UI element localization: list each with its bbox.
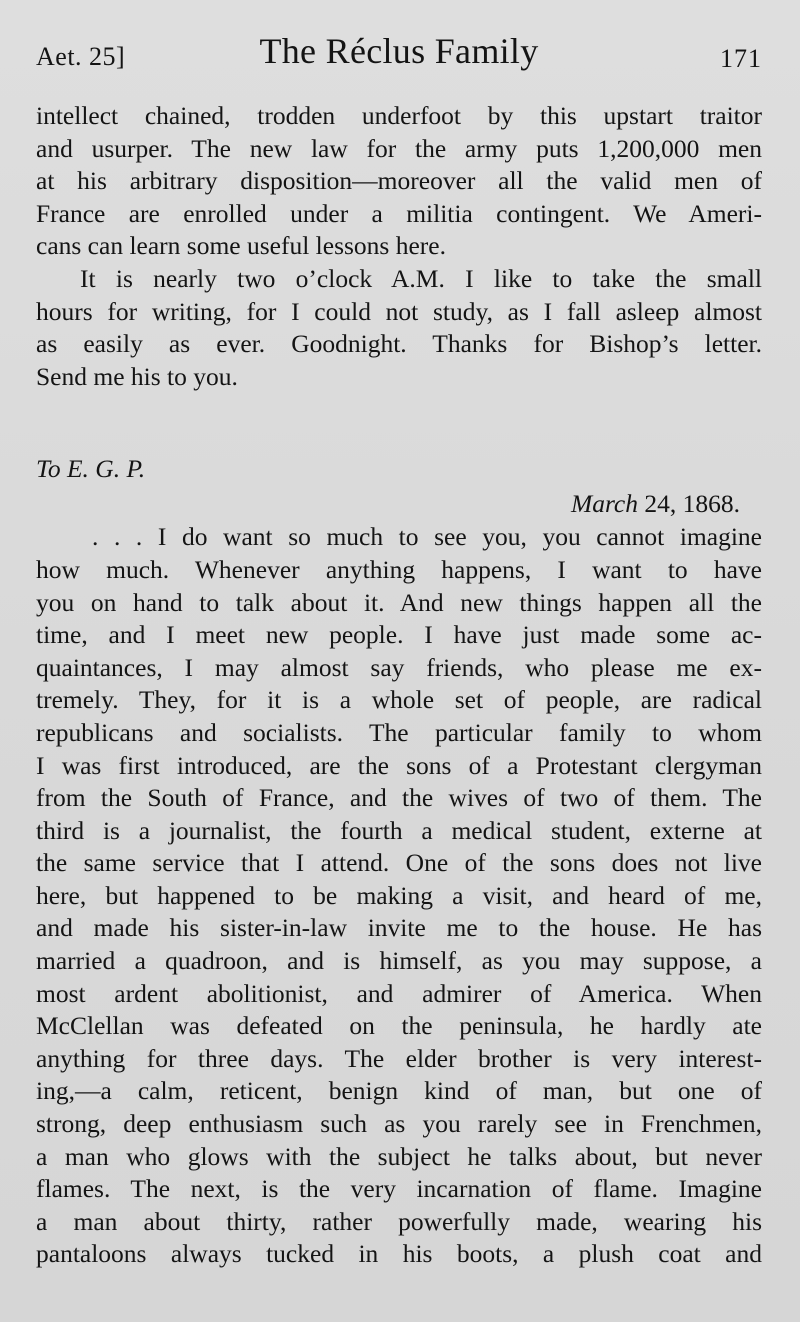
text-line: pantaloons always tucked in his boots, a plush coat and xyxy=(36,1239,762,1269)
letter-body-paragraph xyxy=(36,521,762,1271)
text-line: ing,—a calm, reticent, benign kind of man, but one of xyxy=(36,1076,762,1106)
running-head xyxy=(36,30,762,80)
text-line: married a quadroon, and is himself, as you may suppose, a xyxy=(36,946,762,976)
text-line: time, and I meet new people. I have just made some ac- xyxy=(36,620,762,650)
text-line: Send me his to you. xyxy=(36,361,238,391)
page-body xyxy=(36,100,762,1271)
text-line: a man about thirty, rather powerfully made, wearing his xyxy=(36,1206,762,1236)
text-line: cans can learn some useful lessons here. xyxy=(36,231,446,261)
text-line: from the South of France, and the wives of two of them. The xyxy=(36,783,762,813)
text-line: McClellan was defeated on the peninsula, he hardly ate xyxy=(36,1011,762,1041)
text-line: strong, deep enthusiasm such as you rarely see in Frenchmen, xyxy=(36,1109,762,1139)
text-line: at his arbitrary disposition—moreover all the valid men of xyxy=(36,166,762,196)
text-line: the same service that I attend. One of the sons does not live xyxy=(36,848,762,878)
running-head-title: The Réclus Family xyxy=(259,31,539,71)
text-line: I was first introduced, are the sons of a Protestant clergyman xyxy=(36,750,762,780)
text-line: anything for three days. The elder brother is very interest- xyxy=(36,1043,762,1073)
text-line: republicans and socialists. The particular family to whom xyxy=(36,717,762,747)
text-line: tremely. They, for it is a whole set of people, are radical xyxy=(36,685,762,715)
text-line: how much. Whenever anything happens, I want to have xyxy=(36,554,762,584)
text-line: flames. The next, is the very incarnation of flame. Imagine xyxy=(36,1174,762,1204)
letter-date-month: March xyxy=(570,489,638,519)
text-line: It is nearly two o’clock A.M. I like to take the small xyxy=(80,263,762,293)
running-head-age: Aet. 25] xyxy=(36,42,126,71)
text-line: hours for writing, for I could not study, as I fall asleep almost xyxy=(36,296,762,326)
letter-date-rest: 24, 1868. xyxy=(638,489,740,519)
letter-recipient: To E. G. P. xyxy=(36,454,146,484)
page-number: 171 xyxy=(720,44,762,73)
text-line: France are enrolled under a militia contingent. We Ameri- xyxy=(36,198,762,228)
text-line: a man who glows with the subject he talks about, but never xyxy=(36,1141,762,1171)
text-line: most ardent abolitionist, and admirer of America. When xyxy=(36,978,762,1008)
paragraph-closing xyxy=(36,263,762,393)
text-line: as easily as ever. Goodnight. Thanks for Bishop’s letter. xyxy=(36,329,762,359)
text-line: and usurper. The new law for the army puts 1,200,000 men xyxy=(36,133,762,163)
text-line: quaintances, I may almost say friends, who please me ex- xyxy=(36,652,762,682)
text-line: . . . I do want so much to see you, you cannot imagine xyxy=(92,522,762,552)
section-spacer xyxy=(36,393,762,451)
text-line: third is a journalist, the fourth a medical student, externe at xyxy=(36,815,762,845)
text-line: here, but happened to be making a visit, and heard of me, xyxy=(36,880,762,910)
text-line: intellect chained, trodden underfoot by this upstart traitor xyxy=(36,101,762,130)
paragraph-continuation xyxy=(36,100,762,263)
text-line: you on hand to talk about it. And new things happen all the xyxy=(36,587,762,617)
text-line: and made his sister-in-law invite me to the house. He has xyxy=(36,913,762,943)
letter-date xyxy=(36,487,762,521)
